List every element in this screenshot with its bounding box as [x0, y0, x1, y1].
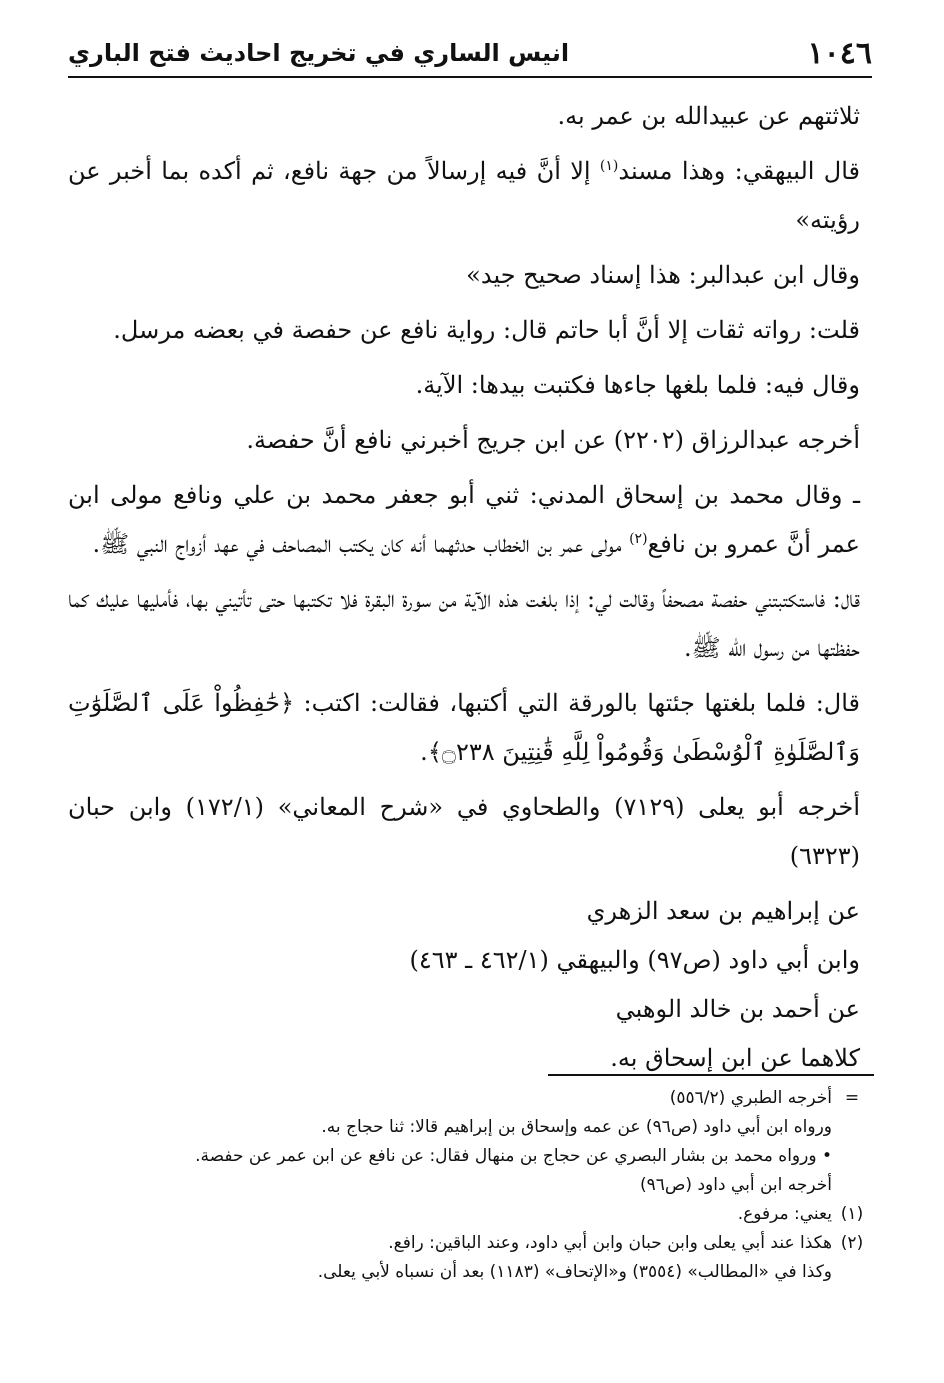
- text-run: مولى عمر بن الخطاب حدثهما أنه كان يكتب المصاحف في عهد أزواج النبي ﷺ.: [92, 530, 630, 558]
- paragraph: ثلاثتهم عن عبيدالله بن عمر به.: [557, 102, 860, 130]
- text-run: .: [420, 738, 428, 766]
- footnote-text: [68, 1084, 832, 1200]
- footnote-continuation: [68, 1084, 872, 1200]
- book-title: انيس الساري في تخريج احاديث فتح الباري: [68, 39, 570, 67]
- continuation-mark: =: [844, 1088, 860, 1108]
- footnote-text: [68, 1229, 832, 1287]
- paragraph: أخرجه عبدالرزاق (٢٢٠٢) عن ابن جريج أخبرني نافع أنَّ حفصة.: [246, 426, 860, 454]
- quran-verse: ﴿حَٰفِظُواْ عَلَى ٱلصَّلَوَٰتِ وَٱلصَّلَوٰةِ ٱلْوُسْطَىٰ وَقُومُواْ لِلَّهِ قَٰنِتِينَ ۝٢٣٨﴾: [68, 689, 860, 766]
- text-run: قال البيهقي: وهذا مسند: [618, 157, 861, 185]
- paragraph: [68, 471, 872, 569]
- paragraph: وقال ابن عبدالبر: هذا إسناد صحيح جيد»: [466, 261, 860, 289]
- text-run: إلا أنَّ فيه إرسالاً من جهة نافع، ثم أكده بما أخبر عن رؤيته»: [68, 157, 860, 234]
- footnote-line: أخرجه ابن أبي داود (ص٩٦): [639, 1175, 832, 1195]
- footnote-line: يعني: مرفوع.: [737, 1204, 832, 1224]
- paragraph: أخرجه أبو يعلى (٧١٢٩) والطحاوي في «شرح المعاني» (١٧٢/١) وابن حبان (٦٣٢٣): [68, 793, 860, 870]
- paragraph: وابن أبي داود (ص٩٧) والبيهقي (٤٦٢/١ ـ ٤٦٣): [409, 946, 860, 974]
- paragraph: [68, 147, 872, 245]
- paragraph: عن أحمد بن خالد الوهبي: [615, 995, 860, 1023]
- paragraph: قلت: رواته ثقات إلا أنَّ أبا حاتم قال: رواية نافع عن حفصة في بعضه مرسل.: [113, 316, 860, 344]
- page-header: [68, 30, 872, 78]
- paragraph: قال: فاستكتبتني حفصة مصحفاً وقالت لي: إذا بلغت هذه الآية من سورة البقرة فلا تكتبها حتى تأتيني بها، فأمليها عليك كما حفظتها من رسول الله ﷺ.: [68, 585, 860, 662]
- text-run: ـ وقال محمد بن إسحاق المدني: ثني أبو جعفر محمد بن علي ونافع مولى ابن عمر أنَّ عمرو بن نافع: [68, 481, 860, 558]
- footnote-text: [68, 1200, 832, 1229]
- footnote-number: (١): [840, 1204, 864, 1224]
- paragraph: كلاهما عن ابن إسحاق به.: [610, 1044, 860, 1072]
- footnote-line: أخرجه الطبري (٥٥٦/٢): [669, 1088, 832, 1108]
- paragraph: وقال فيه: فلما بلغها جاءها فكتبت بيدها: الآية.: [415, 371, 860, 399]
- main-text: [68, 92, 872, 1083]
- footnote-ref: (٢): [629, 531, 648, 547]
- paragraph: [68, 679, 872, 777]
- page-number: ١٠٤٦: [807, 35, 872, 71]
- footnote-number: (٢): [840, 1233, 864, 1253]
- footnote-line: وكذا في «المطالب» (٣٥٥٤) و«الإتحاف» (١١٨٣) بعد أن نسباه لأبي يعلى.: [317, 1262, 832, 1282]
- footnote-line: • ورواه محمد بن بشار البصري عن حجاج بن منهال فقال: عن نافع عن ابن عمر عن حفصة.: [195, 1146, 832, 1166]
- text-run: قال: فلما بلغتها جئتها بالورقة التي أكتبها، فقالت: اكتب:: [294, 689, 860, 717]
- footnote-divider: [548, 1074, 874, 1076]
- footnote-ref: (١): [599, 158, 619, 174]
- footnote-line: ورواه ابن أبي داود (ص٩٦) عن عمه وإسحاق بن إبراهيم قالا: ثنا حجاج به.: [321, 1117, 832, 1137]
- footnote-1: [68, 1200, 872, 1229]
- footnotes: [68, 1084, 872, 1287]
- footnote-line: هكذا عند أبي يعلى وابن حبان وابن أبي داود، وعند الباقين: رافع.: [388, 1233, 832, 1253]
- footnote-2: [68, 1229, 872, 1287]
- paragraph: عن إبراهيم بن سعد الزهري: [586, 897, 860, 925]
